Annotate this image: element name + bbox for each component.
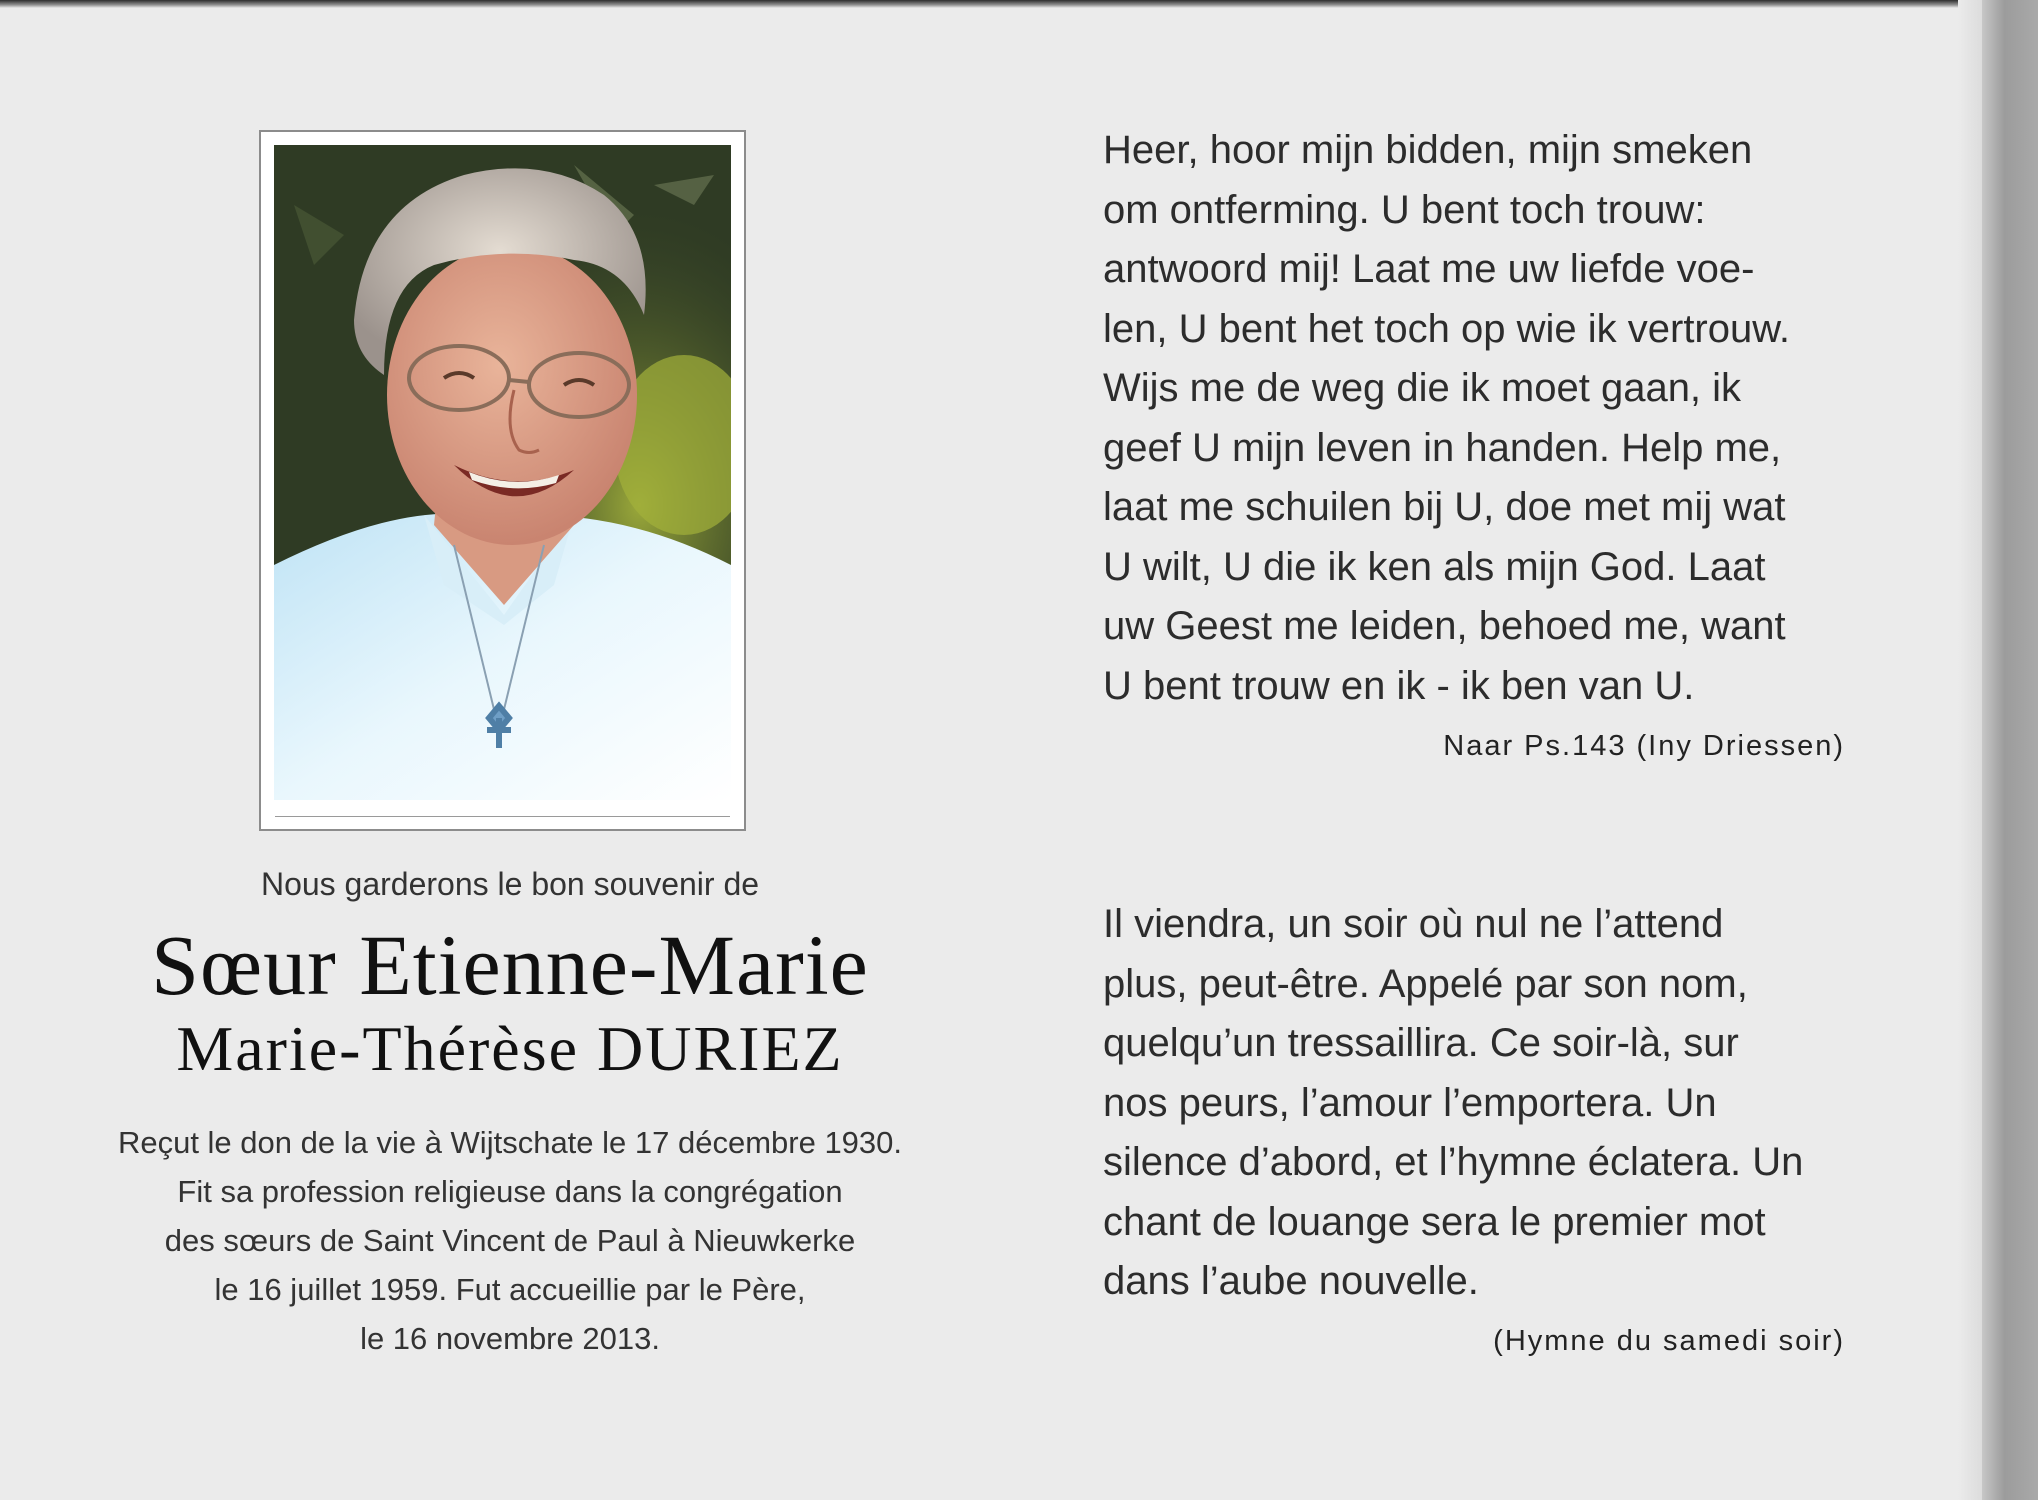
bio-line: des sœurs de Saint Vincent de Paul à Nieuwkerke [164, 1223, 856, 1258]
poem-line: plus, peut-être. Appelé par son nom, [1103, 961, 1748, 1006]
poem-line: chant de louange sera le premier mot [1103, 1199, 1766, 1244]
portrait-photo [274, 145, 731, 800]
biography [60, 1118, 960, 1363]
portrait-frame [259, 130, 746, 831]
poem-line: U bent trouw en ik - ik ben van U. [1103, 663, 1695, 708]
dutch-prayer [1103, 121, 1845, 716]
bio-line: Reçut le don de la vie à Wijtschate le 17 décembre 1930. [117, 1125, 903, 1160]
poem-line: geef U mijn leven in handen. Help me, [1103, 425, 1782, 470]
card-fold-shadow [1958, 0, 1982, 1500]
card-top-edge [0, 0, 1985, 8]
scanner-margin [1982, 0, 2038, 1500]
poem-line: dans l’aube nouvelle. [1103, 1259, 1479, 1303]
poem-line: nos peurs, l’amour l’emportera. Un [1103, 1080, 1717, 1125]
prayer-citation: Naar Ps.143 (Iny Driessen) [1443, 730, 1845, 762]
intro-text: Nous garderons le bon souvenir de [260, 866, 760, 902]
bio-line: le 16 juillet 1959. Fut accueillie par le Père, [214, 1272, 806, 1307]
poem-line: Wijs me de weg die ik moet gaan, ik [1103, 366, 1742, 410]
religious-name: Sœur Etienne-Marie [151, 917, 869, 1013]
frame-inner-line [275, 816, 730, 817]
hymn-citation: (Hymne du samedi soir) [1493, 1325, 1845, 1357]
french-hymn [1103, 895, 1845, 1312]
bio-line: Fit sa profession religieuse dans la congrégation [177, 1174, 843, 1209]
poem-line: silence d’abord, et l’hymne éclatera. Un [1103, 1140, 1804, 1184]
poem-line: U wilt, U die ik ken als mijn God. Laat [1103, 544, 1766, 589]
poem-line: len, U bent het toch op wie ik vertrouw. [1103, 306, 1791, 351]
poem-line: antwoord mij! Laat me uw liefde voe- [1103, 247, 1755, 291]
poem-line: uw Geest me leiden, behoed me, want [1103, 604, 1786, 648]
poem-line: Il viendra, un soir où nul ne l’attend [1103, 902, 1724, 946]
poem-line: laat me schuilen bij U, doe met mij wat [1103, 485, 1786, 529]
poem-line: om ontferming. U bent toch trouw: [1103, 187, 1706, 232]
poem-line: quelqu’un tressaillira. Ce soir-là, sur [1103, 1021, 1739, 1065]
portrait-illustration [274, 145, 731, 800]
civil-name: Marie-Thérèse DURIEZ [176, 1013, 844, 1084]
poem-line: Heer, hoor mijn bidden, mijn smeken [1103, 128, 1753, 172]
bio-line: le 16 novembre 2013. [360, 1321, 660, 1356]
